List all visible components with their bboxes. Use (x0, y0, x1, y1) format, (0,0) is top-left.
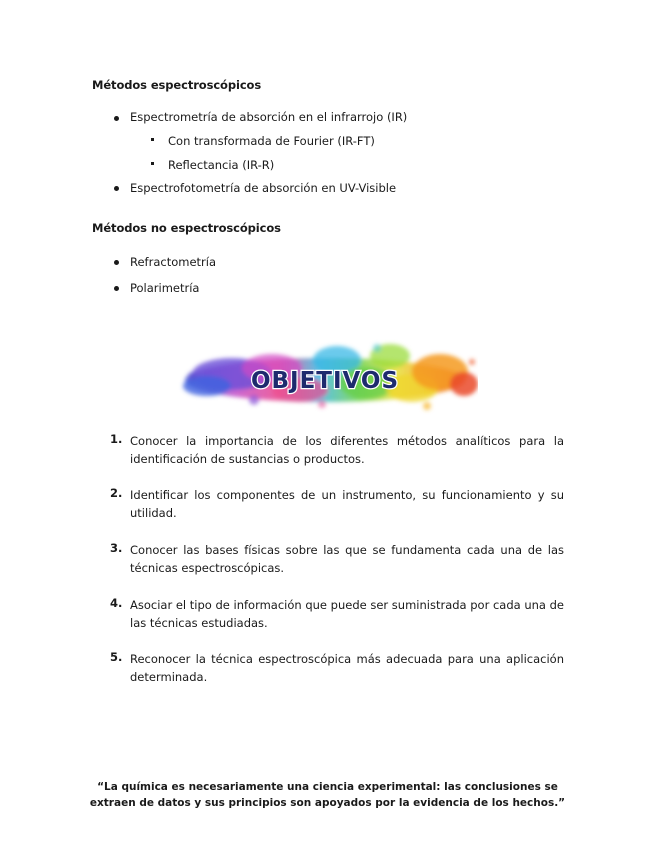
objective-text: Conocer las bases físicas sobre las que se fundamenta cada una de las técnicas espectroscópicas. (130, 543, 564, 575)
bullet-dot (114, 186, 119, 191)
quote-line: “La química es necesariamente una ciencia experimental: las conclusiones se (97, 781, 558, 793)
section-heading-spectroscopic: Métodos espectroscópicos (92, 78, 262, 92)
sublist-item-ir-r: Reflectancia (IR-R) (168, 158, 275, 172)
objective-number: 3. (110, 541, 123, 555)
section-heading-non-spectroscopic: Métodos no espectroscópicos (92, 221, 281, 235)
objective-number: 1. (110, 432, 123, 446)
bullet-dot (114, 260, 119, 265)
quote-line: extraen de datos y sus principios son apoyados por la evidencia de los hechos.” (89, 797, 566, 809)
objective-number: 2. (110, 486, 123, 500)
bullet-dot (114, 286, 119, 291)
bullet-square (151, 138, 154, 141)
objective-number: 4. (110, 596, 123, 610)
objective-text: Asociar el tipo de información que puede ser suministrada por cada una de las técnicas estudiadas. (130, 598, 564, 630)
objetivos-banner (172, 338, 478, 418)
bullet-square (151, 162, 154, 165)
list-item-ir: Espectrometría de absorción en el infrarrojo (IR) (130, 110, 408, 124)
bullet-dot (114, 116, 119, 121)
objective-number: 5. (110, 650, 123, 664)
list-item-refractometry: Refractometría (130, 255, 216, 269)
list-item-uv-visible: Espectrofotometría de absorción en UV-Visible (130, 181, 397, 195)
objective-text: Reconocer la técnica espectroscópica más adecuada para una aplicación determinada. (130, 652, 564, 684)
banner-title: OBJETIVOS (250, 368, 400, 394)
list-item-polarimetry: Polarimetría (130, 281, 200, 295)
objective-text: Identificar los componentes de un instrumento, su funcionamiento y su utilidad. (130, 488, 564, 520)
sublist-item-ir-ft: Con transformada de Fourier (IR-FT) (168, 134, 375, 148)
objective-text: Conocer la importancia de los diferentes métodos analíticos para la identificación de sustancias o productos. (130, 434, 564, 466)
closing-quote (80, 779, 575, 811)
